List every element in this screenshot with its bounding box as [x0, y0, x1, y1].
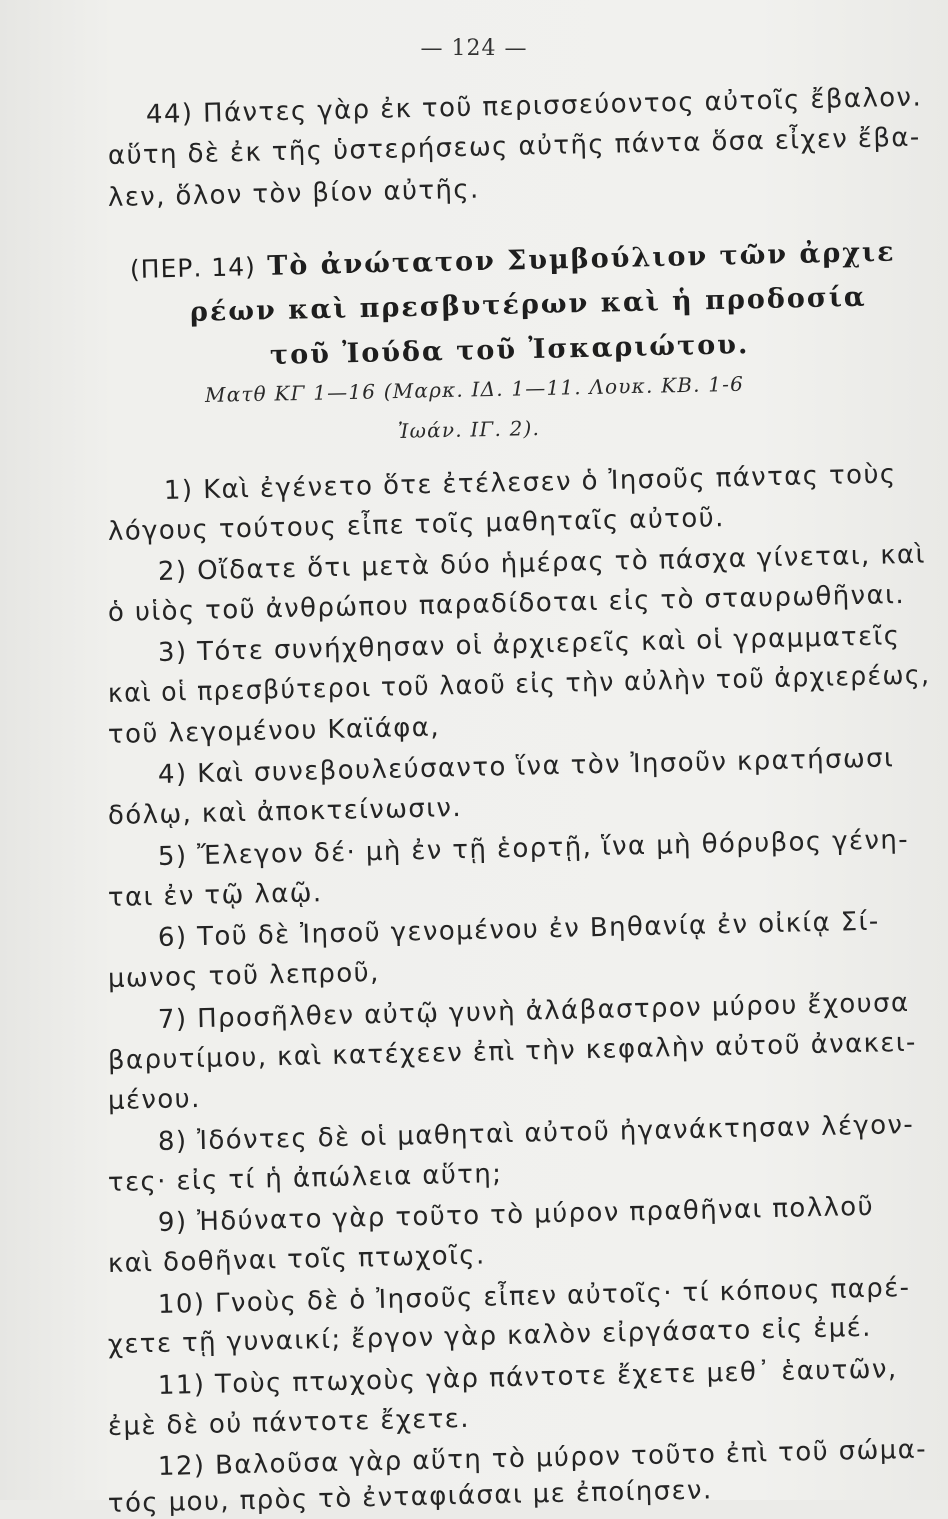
text-line: καὶ οἱ πρεσβύτεροι τοῦ λαοῦ εἰς τὴν αὐλὴν τοῦ ἀρχιερέως, — [107, 660, 931, 709]
text-line: ἐμὲ δὲ οὐ πάντοτε ἔχετε. — [107, 1403, 471, 1442]
text-line: 7) Προσῆλθεν αὐτῷ γυνὴ ἀλάβαστρον μύρου ἔχουσα — [157, 987, 910, 1035]
text-line: 8) Ἰδόντες δὲ οἱ μαθηταὶ αὐτοῦ ἠγανάκτησαν λέγον- — [157, 1109, 915, 1157]
scripture-reference: Ἰωάν. ΙΓ. 2). — [397, 416, 541, 443]
page-number: — 124 — — [420, 36, 528, 61]
text-line: δόλῳ, καὶ ἀποκτείνωσιν. — [107, 792, 463, 831]
text-line: τες· εἰς τί ἡ ἀπώλεια αὕτη; — [107, 1159, 503, 1198]
text-line: μωνος τοῦ λεπροῦ, — [107, 957, 381, 994]
scripture-reference: Ματθ ΚΓ 1—16 (Μαρκ. ΙΔ. 1—11. Λουκ. ΚΒ. 1-6 — [204, 371, 745, 407]
text-line: αὕτη δὲ ἐκ τῆς ὑστερήσεως αὐτῆς πάντα ὅσα εἶχεν ἔβα- — [107, 122, 921, 171]
text-line: 2) Οἴδατε ὅτι μετὰ δύο ἡμέρας τὸ πάσχα γίνεται, καὶ — [157, 539, 927, 587]
text-line: 12) Βαλοῦσα γὰρ αὕτη τὸ μύρον τοῦτο ἐπὶ τοῦ σώμα- — [157, 1434, 928, 1482]
text-line: 44) Πάντες γὰρ ἐκ τοῦ περισσεύοντος αὐτοῖς ἔβαλον. — [145, 82, 923, 130]
text-line: 4) Καὶ συνεβουλεύσαντο ἵνα τὸν Ἰησοῦν κρατήσωσι — [157, 743, 895, 790]
section-heading-line: τοῦ Ἰούδα τοῦ Ἰσκαριώτου. — [269, 329, 750, 371]
text-line: χετε τῇ γυναικί; ἔργον γὰρ καλὸν εἰργάσατο εἰς ἐμέ. — [107, 1312, 873, 1360]
section-heading-line: ρέων καὶ πρεσβυτέρων καὶ ἡ προδοσία — [189, 281, 867, 328]
text-line: λεν, ὅλον τὸν βίον αὐτῆς. — [107, 174, 481, 213]
text-line: 5) Ἔλεγον δέ· μὴ ἐν τῇ ἑορτῇ, ἵνα μὴ θόρυβος γένη- — [157, 824, 910, 872]
text-line: 11) Τοὺς πτωχοὺς γὰρ πάντοτε ἔχετε μεθ᾽ ἑαυτῶν, — [157, 1354, 898, 1401]
text-line: ὁ υἱὸς τοῦ ἀνθρώπου παραδίδοται εἰς τὸ σταυρωθῆναι. — [107, 579, 906, 628]
text-line: 3) Τότε συνήχθησαν οἱ ἀρχιερεῖς καὶ οἱ γραμματεῖς — [157, 621, 901, 668]
text-line: 9) Ἠδύνατο γὰρ τοῦτο τὸ μύρον πραθῆναι πολλοῦ — [157, 1191, 875, 1238]
section-heading-line — [130, 237, 896, 286]
text-line: τός μου, πρὸς τὸ ἐνταφιάσαι με ἐποίησεν. — [107, 1475, 713, 1519]
text-line: 10) Γνοὺς δὲ ὁ Ἰησοῦς εἶπεν αὐτοῖς· τί κόπους παρέ- — [157, 1272, 911, 1320]
text-line: βαρυτίμου, καὶ κατέχεεν ἐπὶ τὴν κεφαλὴν αὐτοῦ ἀνακει- — [107, 1027, 918, 1076]
text-line: τοῦ λεγομένου Καϊάφα, — [107, 712, 441, 750]
text-line: λόγους τούτους εἶπε τοῖς μαθηταῖς αὐτοῦ. — [107, 503, 726, 547]
text-line: ται ἐν τῷ λαῷ. — [107, 878, 323, 913]
section-title-part: Τὸ ἀνώτατον Συμβούλιον τῶν ἀρχιε — [266, 236, 896, 282]
text-line: 6) Τοῦ δὲ Ἰησοῦ γενομένου ἐν Βηθανίᾳ ἐν οἰκίᾳ Σί- — [157, 906, 880, 953]
section-number: (ΠΕΡ. 14) — [129, 252, 257, 284]
text-line: καὶ δοθῆναι τοῖς πτωχοῖς. — [107, 1240, 486, 1279]
text-line: 1) Καὶ ἐγένετο ὅτε ἐτέλεσεν ὁ Ἰησοῦς πάντας τοὺς — [163, 459, 897, 506]
text-line: μένου. — [107, 1083, 202, 1116]
